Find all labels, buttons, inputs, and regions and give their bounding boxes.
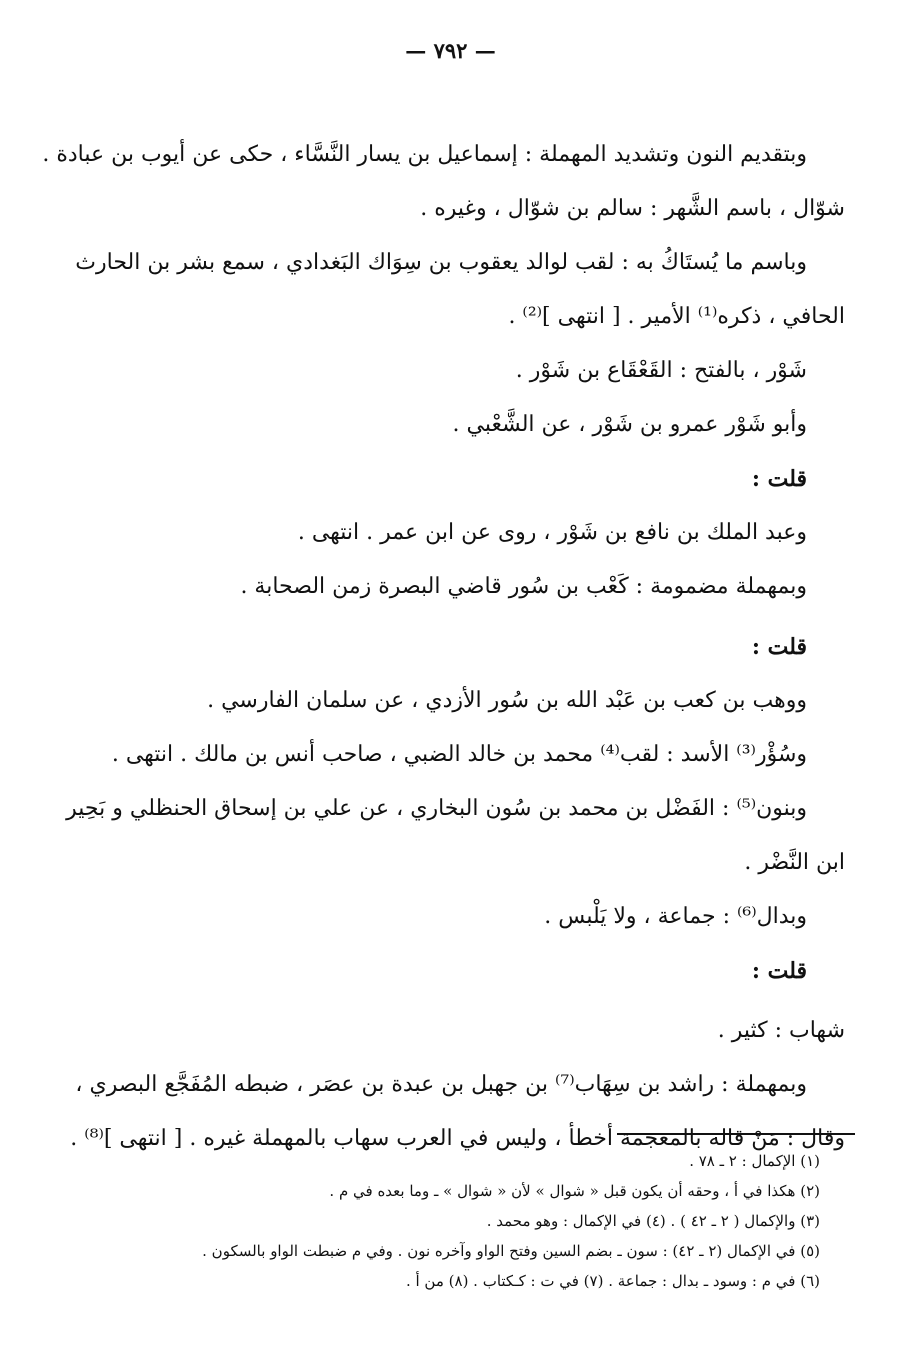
main-text [42, 128, 845, 1166]
text-line: وبنون⁽⁵⁾ : الفَضْل بن محمد بن سُون البخاري ، عن علي بن إسحاق الحنظلي و بَحِير [66, 796, 807, 821]
text-line: شَوْر ، بالفتح : القَعْقَاع بن شَوْر . [515, 358, 807, 383]
footnote: (٣) والإكمال ( ٢ ـ ٤٢ ) . (٤) في الإكمال : وهو محمد . [486, 1212, 820, 1230]
text-line: وقال : مَنْ قاله بالمعجمة أخطأ ، وليس في العرب سهاب بالمهملة غيره . [ انتهى ]⁽⁸⁾ . [70, 1126, 845, 1151]
text-line: وبتقديم النون وتشديد المهملة : إسماعيل بن يسار النَّسَّاء ، حكى عن أيوب بن عبادة . [42, 142, 807, 167]
text-line: وأبو شَوْر عمرو بن شَوْر ، عن الشَّعْبي . [452, 412, 807, 437]
text-line: ووهب بن كعب بن عَبْد الله بن سُور الأزدي ، عن سلمان الفارسي . [207, 688, 807, 713]
text-line: وسُؤْر⁽³⁾ الأسد : لقب⁽⁴⁾ محمد بن خالد الضبي ، صاحب أنس بن مالك . انتهى . [111, 742, 807, 767]
footnote: (٦) في م : وسود ـ بدال : جماعة . (٧) في ت : كـكتاب . (٨) من أ . [405, 1272, 820, 1290]
footnote: (١) الإكمال : ٢ ـ ٧٨ . [689, 1152, 820, 1170]
footnote: (٥) في الإكمال (٢ ـ ٤٢) : سون ـ بضم السين وفتح الواو وآخره نون . وفي م ضبطت الواو بالسكون . [202, 1242, 820, 1260]
text-line: وباسم ما يُستَاكُ به : لقب لوالد يعقوب بن سِوَاك البَغدادي ، سمع بشر بن الحارث [75, 250, 807, 275]
text-line: ابن النَّضْر . [744, 850, 845, 875]
footnote: (٢) هكذا في أ ، وحقه أن يكون قبل « شوال » لأن « شوال » ـ وما بعده في م . [329, 1182, 820, 1200]
text-line: وبدال⁽⁶⁾ : جماعة ، ولا يَلْبس . [544, 904, 807, 929]
text-line: وبمهملة : راشد بن سِهَاب⁽⁷⁾ بن جهبل بن عبدة بن عصَر ، ضبطه المُفَجَّع البصري ، [75, 1072, 807, 1097]
section-heading: قلت : [751, 634, 807, 660]
text-line: شهاب : كثير . [717, 1018, 845, 1043]
text-line: شوّال ، باسم الشَّهر : سالم بن شوّال ، وغيره . [420, 196, 845, 221]
section-heading: قلت : [751, 466, 807, 492]
footnote-divider [617, 1133, 855, 1135]
text-line: الحافي ، ذكره⁽¹⁾ الأمير . [ انتهى ]⁽²⁾ . [508, 304, 845, 329]
section-heading: قلت : [751, 958, 807, 984]
page-number: — ٧٩٢ — [405, 38, 496, 63]
text-line: وبمهملة مضمومة : كَعْب بن سُور قاضي البصرة زمن الصحابة . [240, 574, 807, 599]
footnotes [120, 1146, 820, 1296]
text-line: وعبد الملك بن نافع بن شَوْر ، روى عن ابن عمر . انتهى . [297, 520, 807, 545]
